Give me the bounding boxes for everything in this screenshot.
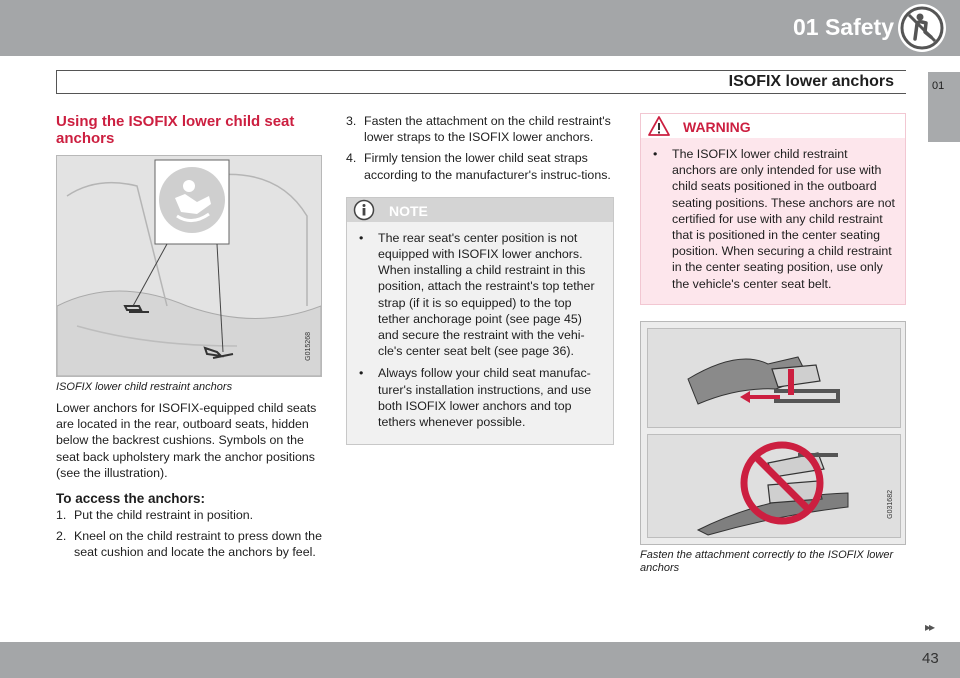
subheading: To access the anchors: [56,491,206,507]
bullet-text: The rear seat's center position is not equipped with ISOFIX lower anchors. When installing a child restraint in this position, attach the restraint's top tether strap (if it is so equipped) to the top tether anchorage point (see page 45) and secure the restraint with the vehi-cle's center seat belt (see page 36). [378,230,595,359]
list-item: • The ISOFIX lower child restraint anchors are only intended for use with child seats positioned in the outboard seating positions. These anchors are not certified for use with any child restraint that is positioned in the center seating position. When securing a child restraint in the center seating position, use only the vehicle's center seat belt. [653,147,895,291]
step-number: 1. [56,508,67,523]
list-item [56,528,326,560]
continue-marker: ▸▸ [925,620,934,634]
column-2 [346,113,614,445]
step-text: Firmly tension the lower child seat straps according to the manufacturer's instruc-tions. [364,151,611,182]
attachment-illustration [640,321,906,545]
step-number: 3. [346,114,357,128]
warning-triangle-icon [647,115,671,141]
info-icon [353,199,375,225]
steps-list [346,113,614,183]
warning-label: WARNING [683,119,751,135]
correct-attachment-panel [647,328,901,428]
column-1 [56,113,326,566]
step-number: 2. [56,529,67,544]
warning-bullets [641,138,905,304]
step-number: 4. [346,151,357,166]
figure-caption: ISOFIX lower child restraint anchors [56,381,233,393]
figure-caption: Fasten the attachment correctly to the ISOFIX lower anchors [640,548,894,574]
list-item: • The rear seat's center position is not equipped with ISOFIX lower anchors. When installing a child restraint in this position, attach the restraint's top tether strap (if it is so equipped) to the top tether anchorage point (see page 45) and secure the restraint with the vehi-cle's center seat belt (see page 36). [359,230,595,359]
bullet-text: Always follow your child seat manufac-turer's installation instructions, and use both ISOFIX lower anchors and top tethers whenever possible. [378,366,592,430]
body-paragraph: Lower anchors for ISOFIX-equipped child seats are located in the rear, outboard seats, hidden below the backrest cushions. Symbols on the seat back upholstery mark the anchor positions (see the illustration). [56,401,317,480]
sidebar [920,56,960,642]
figure-code: G015268 [304,332,312,361]
chapter-title: 01 Safety [792,14,894,40]
steps-list [56,507,326,561]
list-item [346,113,614,145]
step-text: Kneel on the child restraint to press down the seat cushion and locate the anchors by feel. [74,529,322,560]
section-title: ISOFIX lower anchors [728,73,894,90]
isofix-anchors-illustration [56,155,322,377]
incorrect-attachment-panel [647,434,901,538]
bottom-bar [0,642,960,678]
figure-code: G031682 [886,489,894,519]
list-item [346,150,614,182]
step-text: Fasten the attachment on the child restraint's lower straps to the ISOFIX lower anchors. [364,114,611,145]
warning-box [640,113,906,305]
page-number: 43 [922,650,939,667]
step-text: Put the child restraint in position. [74,508,254,523]
top-bar [0,0,960,56]
note-bullets [347,222,613,444]
warning-header [641,114,905,138]
note-box [346,197,614,445]
list-item: • Always follow your child seat manufac-turer's installation instructions, and use both ISOFIX lower anchors and top tethers whenever possible. [359,366,592,430]
note-header [347,198,613,222]
bullet-text: The ISOFIX lower child restraint anchors are only intended for use with child seats positioned in the outboard seating positions. These anchors are not certified for use with any child restraint that is positioned in the center seating position. When securing a child restraint in the center seating position, use only the vehicle's center seat belt. [672,147,895,291]
section-heading: Using the ISOFIX lower child seat anchors [56,113,295,147]
chapter-tab[interactable] [928,72,960,142]
chapter-tab-label: 01 [932,80,945,92]
list-item [56,507,326,523]
column-3 [640,113,906,581]
section-header [56,70,906,94]
seat-belt-icon [898,4,946,52]
note-label: NOTE [389,202,428,219]
